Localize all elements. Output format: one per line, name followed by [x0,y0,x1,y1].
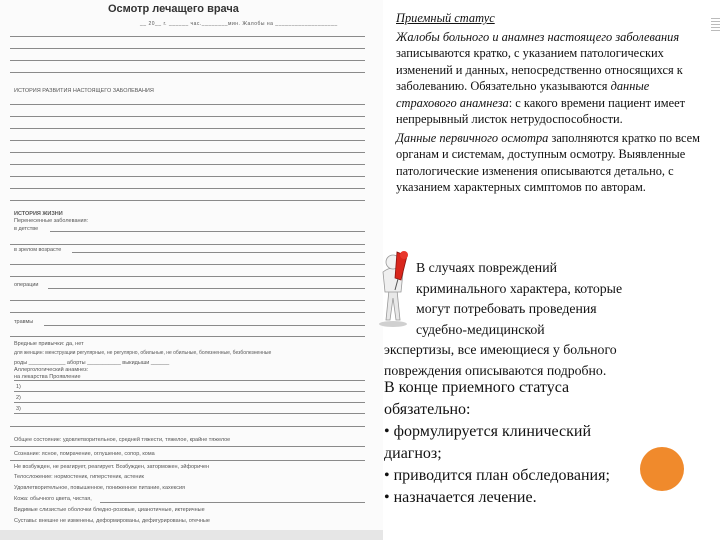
final-line-3: • формулируется клинический [384,423,592,440]
form-build: Телосложение: нормостеник, гиперстеник, астеник [14,474,144,480]
criminal-line-6: повреждения описываются подробно. [384,362,607,378]
form-life-label: ИСТОРИЯ ЖИЗНИ [14,211,63,217]
form-mucosa: Видимые слизистые оболочки бледно-розовые, цианотичные, иктеричные [14,507,205,513]
form-past-diseases: Перенесенные заболевания: [14,218,89,224]
final-line-2: обязательно: [384,401,471,418]
form-date-line: __ 20__ г. ______ час.________мин. Жалобы на ___________________ [140,21,338,27]
form-menstrual: для женщин: менструации регулярные, не регулярно, обильные, не обильные, болезненные, безболезненные [14,350,272,356]
criminal-line-2: криминального характера, которые [416,280,623,296]
form-general: Общее состояние: удовлетворительное, средней тяжести, тяжелое, крайне тяжелое [14,437,231,443]
criminal-line-4: судебно-медицинской [416,321,545,337]
final-line-4: диагноз; [384,445,442,462]
form-adult: в зрелом возрасте [14,247,62,253]
form-intolerance: на лекарства Проявление [14,374,81,380]
status-heading: Приемный статус [396,11,495,25]
complaints-paragraph: Жалобы больного и анамнез настоящего заболевания записываются кратко, с указанием патологических изменений и данных, непосредственно относящихся к заболеванию. Обязательно указываются данные страхового анамнеза: с какого времени пациент имеет непрерывный листок нетрудоспособности. [396,29,686,126]
form-joints: Суставы: внешне не изменены, деформированы, дефигурированы, отечные [14,518,210,524]
final-line-6: • назначается лечение. [384,489,537,506]
criminal-line-1: В случаях повреждений [416,260,557,275]
form-births: роды ____________ аборты ___________ выкидыши ______ [14,360,170,366]
form-n2: 2) [16,395,21,401]
form-harmful-habits: Вредные привычки: да, нет [14,341,84,347]
slide-corner-mark [711,18,720,32]
form-operations: операции [14,282,39,288]
form-injuries: травмы [14,319,34,325]
form-scan-edge [0,530,383,540]
admission-status-text [396,10,708,196]
form-consciousness: Сознание: ясное, помрачение, оглушение, сопор, кома [14,451,155,457]
criminal-injury-note [384,258,704,381]
form-excitement: Не возбужден, не реагирует, реагирует. Возбужден, заторможен, эйфоричен [14,464,210,470]
form-allergy: Аллергологический анамнез: [14,367,89,373]
primary-exam-paragraph: Данные первичного осмотра заполняются кратко по всем органам и системам, доступным осмотру. Выявленные патологические изменения описываются детально, с указанием характерных симптомов по авторам. [396,130,700,194]
form-history-label: ИСТОРИЯ РАЗВИТИЯ НАСТОЯЩЕГО ЗАБОЛЕВАНИЯ [14,88,154,94]
form-title: Осмотр лечащего врача [108,3,239,15]
form-n3: 3) [16,406,21,412]
final-line-5: • приводится план обследования; [384,467,610,484]
final-line-1: В конце приемного статуса [384,379,570,396]
form-n1: 1) [16,384,21,390]
form-skin: Кожа: обычного цвета, чистая, [14,496,92,502]
form-childhood: в детстве [14,226,39,232]
final-requirements [384,377,704,509]
criminal-line-5: экспертизы, все имеющиеся у больного [384,342,617,357]
criminal-line-3: могут потребовать проведения [416,301,597,316]
form-nutrition: Удовлетворительное, повышенное, пониженное питание, кахексия [14,485,186,491]
